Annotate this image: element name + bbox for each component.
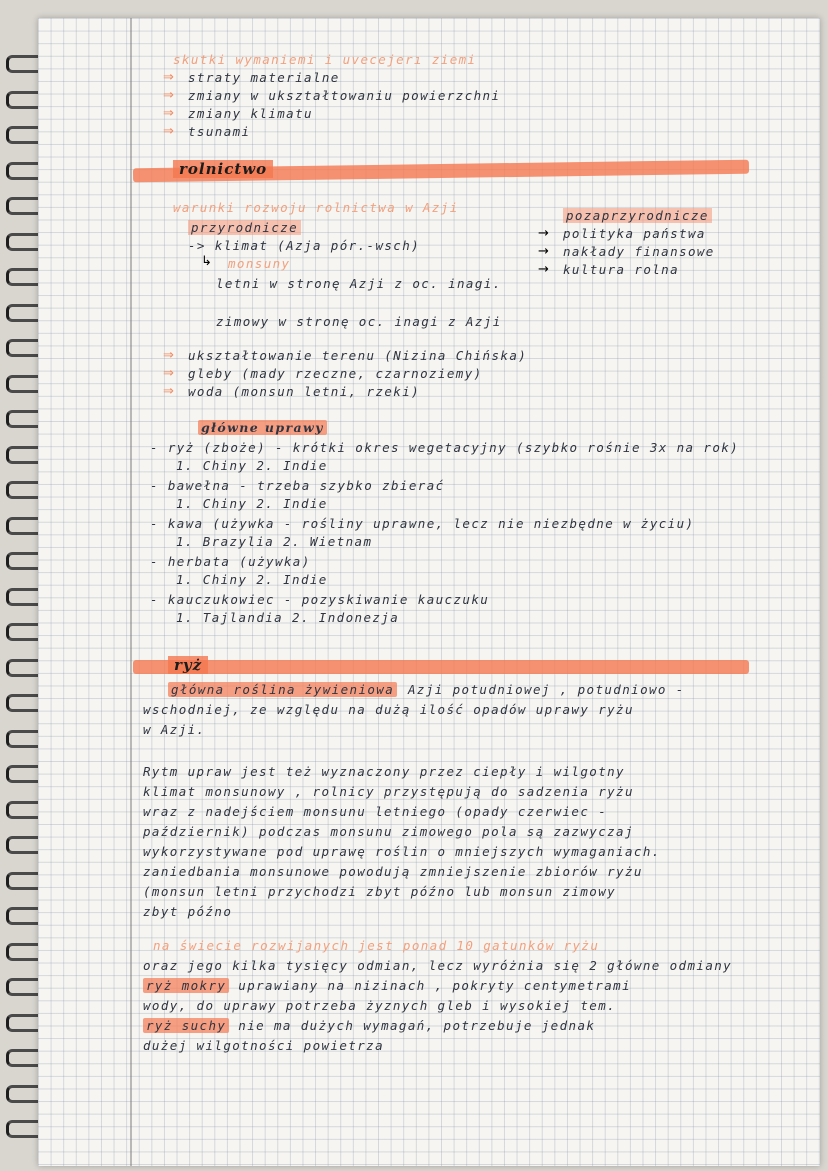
- para2-line: wykorzystywane pod uprawę roślin o mniejszych wymaganiach.: [143, 844, 661, 859]
- list-item: zmiany w ukształtowaniu powierzchni: [188, 88, 501, 103]
- para3-line: dużej wilgotności powietrza: [143, 1038, 384, 1053]
- monsoon-label: monsuny: [228, 256, 291, 271]
- summer-monsoon: letni w stronę Azji z oc. inagi.: [216, 276, 502, 291]
- section-title: ryż: [168, 656, 208, 674]
- arrow-icon: →: [538, 244, 549, 259]
- nonnatural-item: kultura rolna: [563, 262, 680, 277]
- arrow-icon: ⇒: [163, 366, 174, 381]
- crop-sub: 1. Chiny 2. Indie: [176, 572, 328, 587]
- crop-sub: 1. Chiny 2. Indie: [176, 458, 328, 473]
- crop-line: - bawełna - trzeba szybko zbierać: [150, 478, 445, 493]
- arrow-icon: ⇒: [163, 106, 174, 121]
- list-item: zmiany klimatu: [188, 106, 313, 121]
- nonnatural-item: polityka państwa: [563, 226, 706, 241]
- para2-line: zaniedbania monsunowe powodują zmniejszenie zbiorów ryżu: [143, 864, 643, 879]
- wet-rice-line: ryż mokry uprawiany na nizinach , pokryty centymetrami: [143, 978, 631, 993]
- crop-line: - kauczukowiec - pozyskiwanie kauczuku: [150, 592, 490, 607]
- para1-line: w Azji.: [143, 722, 206, 737]
- para2-line: (monsun letni przychodzi zbyt późno lub monsun zimowy: [143, 884, 617, 899]
- crop-line: - kawa (używka - rośliny uprawne, lecz nie niezbędne w życiu): [150, 516, 695, 531]
- arrow-icon: ⇒: [163, 124, 174, 139]
- para2-line: Rytm upraw jest też wyznaczony przez ciepły i wilgotny: [143, 764, 625, 779]
- para3-line: oraz jego kilka tysięcy odmian, lecz wyróżnia się 2 główne odmiany: [143, 958, 733, 973]
- crop-line: - herbata (używka): [150, 554, 311, 569]
- subheading: warunki rozwoju rolnictwa w Azji: [173, 200, 459, 215]
- crop-sub: 1. Brazylia 2. Wietnam: [176, 534, 373, 549]
- para1-line: Azji potudniowej , potudniowo -: [408, 682, 685, 697]
- margin-line: [130, 18, 132, 1166]
- para1-line: wschodniej, ze względu na dużą ilość opadów uprawy ryżu: [143, 702, 634, 717]
- arrow-icon: ⇒: [163, 348, 174, 363]
- para2-line: wraz z nadejściem monsunu letniego (opady czerwiec -: [143, 804, 608, 819]
- winter-monsoon: zimowy w stronę oc. inagi z Azji: [216, 314, 502, 329]
- section-title: rolnictwo: [173, 160, 273, 178]
- para2-line: zbyt późno: [143, 904, 233, 919]
- factor-item: gleby (mady rzeczne, czarnoziemy): [188, 366, 483, 381]
- nonnatural-label: pozaprzyrodnicze: [563, 208, 712, 223]
- top-heading: skutki wymaniemi i uvecejerı ziemi: [173, 52, 477, 67]
- orange-line: na świecie rozwijanych jest ponad 10 gatunków ryżu: [153, 938, 600, 953]
- arrow-icon: →: [538, 262, 549, 277]
- para2-line: klimat monsunowy , rolnicy przystępują do sadzenia ryżu: [143, 784, 634, 799]
- arrow-icon: →: [538, 226, 549, 241]
- factor-item: woda (monsun letni, rzeki): [188, 384, 421, 399]
- section-band: [133, 660, 749, 674]
- list-item: tsunami: [188, 124, 251, 139]
- crop-sub: 1. Chiny 2. Indie: [176, 496, 328, 511]
- nonnatural-item: nakłady finansowe: [563, 244, 715, 259]
- crop-line: - ryż (zboże) - krótki okres wegetacyjny (szybko rośnie 3x na rok): [150, 440, 740, 455]
- climate-line: -> klimat (Azja pór.-wsch): [188, 238, 421, 253]
- rice-highlight: główna roślina żywieniowa: [168, 682, 397, 697]
- arrow-icon: ⇒: [163, 384, 174, 399]
- return-arrow-icon: ↳: [201, 254, 212, 269]
- crops-label: główne uprawy: [198, 420, 327, 435]
- arrow-icon: ⇒: [163, 88, 174, 103]
- natural-label: przyrodnicze: [188, 220, 301, 235]
- para3-line: wody, do uprawy potrzeba żyznych gleb i wysokiej tem.: [143, 998, 617, 1013]
- list-item: straty materialne: [188, 70, 340, 85]
- arrow-icon: ⇒: [163, 70, 174, 85]
- dry-rice-line: ryż suchy nie ma dużych wymagań, potrzebuje jednak: [143, 1018, 595, 1033]
- notebook-page: [38, 18, 820, 1166]
- factor-item: ukształtowanie terenu (Nizina Chińska): [188, 348, 528, 363]
- crop-sub: 1. Tajlandia 2. Indonezja: [176, 610, 400, 625]
- para2-line: październik) podczas monsunu zimowego pola są zazwyczaj: [143, 824, 634, 839]
